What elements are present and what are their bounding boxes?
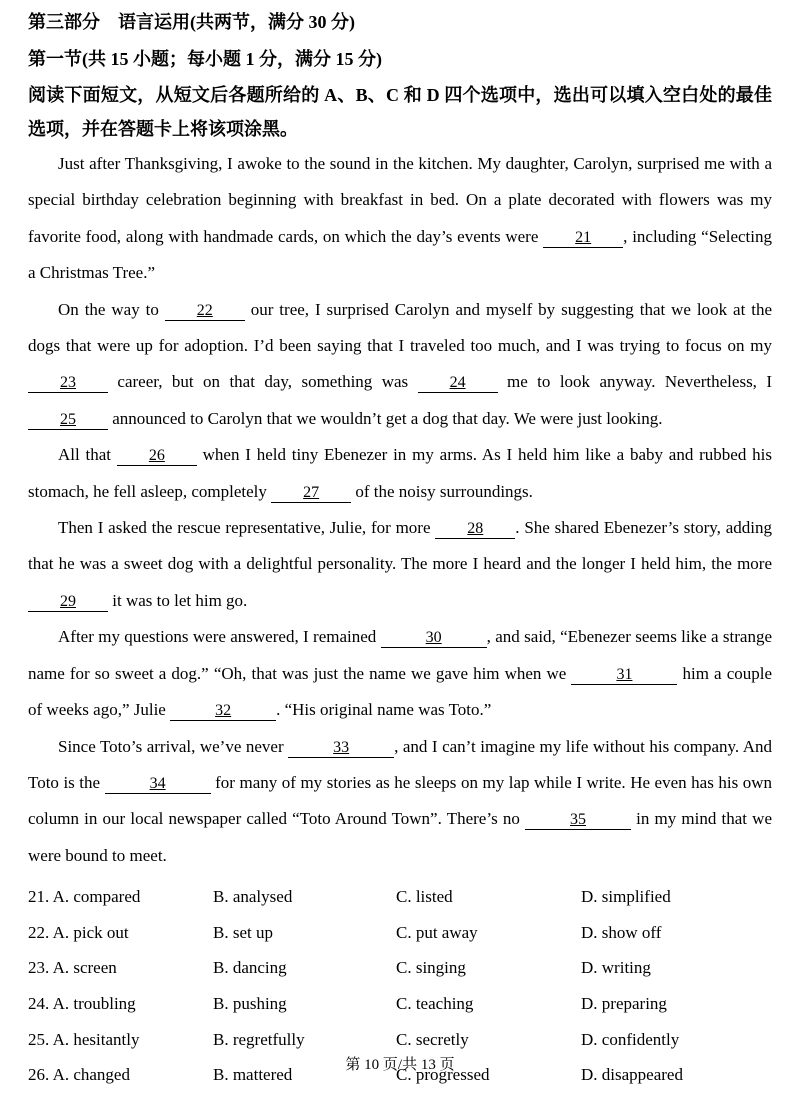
cloze-blank-22: 22: [165, 301, 245, 321]
passage-paragraph: [28, 146, 772, 292]
passage-text: . “His original name was Toto.”: [276, 700, 492, 720]
choice-text: A. screen: [52, 958, 117, 978]
choice-text: A. changed: [52, 1065, 130, 1085]
passage-text: for many of my stories as he sleeps on my lap while I write. He even has his own column in our local newspaper called “Toto Around Town”. There’s no: [28, 772, 772, 829]
choice-b: B. dancing: [213, 958, 287, 978]
question-number: 21.: [28, 887, 53, 907]
cloze-blank-28: 28: [435, 519, 515, 539]
cloze-blank-24: 24: [418, 373, 498, 393]
passage-text: Just after Thanksgiving, I awoke to the sound in the kitchen. My daughter, Carolyn, surprised me with a special birthday celebration beginning with breakfast in bed. On a plate decorated with flowers was my favorite food, along with handmade cards, on which the day’s events were: [28, 154, 772, 246]
passage-text: On the way to: [58, 299, 165, 319]
page-number: 第 10 页/共 13 页: [345, 1057, 455, 1073]
passage-text: , and I can’t imagine my life without his company. And Toto is the: [28, 736, 772, 792]
choice-d: D. writing: [581, 958, 651, 978]
instructions-text: 阅读下面短文，从短文后各题所给的 A、B、C 和 D 四个选项中，选出可以填入空白处的最佳选项，并在答题卡上将该项涂黑。: [28, 85, 772, 139]
passage-text: me to look anyway. Nevertheless, I: [497, 372, 773, 392]
option-row: [28, 879, 772, 915]
option-row: [28, 1022, 772, 1058]
choice-c: C. progressed: [396, 1065, 490, 1085]
choice-b: B. regretfully: [213, 1029, 305, 1049]
choice-a: [28, 879, 213, 915]
cloze-blank-31: 31: [571, 665, 677, 685]
passage-text: announced to Carolyn that we wouldn’t get a dog that day. We were just looking.: [108, 408, 663, 428]
question-number: 25.: [28, 1029, 53, 1049]
passage-text: when I held tiny Ebenezer in my arms. As I held him like a baby and rubbed his stomach, he fell asleep, completely: [28, 445, 772, 501]
passage-text: him a couple of weeks ago,” Julie: [28, 663, 773, 720]
choice-c: C. teaching: [396, 993, 474, 1013]
cloze-blank-26: 26: [117, 446, 197, 466]
choice-c: C. secretly: [396, 1029, 469, 1049]
passage-text: . She shared Ebenezer’s story, adding that he was a sweet dog with a delightful personality. The more I heard and the longer I held him, the more: [28, 518, 772, 574]
cloze-blank-25: 25: [28, 410, 108, 430]
question-number: 22.: [28, 922, 53, 942]
passage-text: All that: [58, 445, 117, 465]
option-row: [28, 986, 772, 1022]
passage-text: , including “Selecting a Christmas Tree.”: [28, 226, 772, 283]
choice-text: A. hesitantly: [52, 1029, 140, 1049]
passage-text: Since Toto’s arrival, we’ve never: [58, 736, 289, 756]
option-row: [28, 915, 772, 951]
choice-a: [28, 915, 213, 951]
cloze-blank-33: 33: [288, 738, 394, 758]
choice-d: D. disappeared: [581, 1065, 683, 1085]
cloze-passage: [28, 146, 772, 874]
passage-text: After my questions were answered, I remained: [58, 627, 381, 647]
choice-d: D. show off: [581, 922, 662, 942]
choice-d: D. preparing: [581, 993, 667, 1013]
passage-paragraph: [28, 292, 772, 438]
page-footer: [0, 1053, 800, 1074]
choice-d: D. confidently: [581, 1029, 680, 1049]
cloze-blank-29: 29: [28, 592, 108, 612]
passage-paragraph: [28, 510, 772, 619]
choice-a: [28, 1022, 213, 1058]
choice-text: A. compared: [52, 887, 141, 907]
cloze-blank-23: 23: [28, 373, 108, 393]
question-number: 26.: [28, 1065, 53, 1085]
cloze-blank-34: 34: [105, 774, 211, 794]
passage-text: of the noisy surroundings.: [351, 481, 533, 501]
question-number: 24.: [28, 993, 53, 1013]
choice-b: B. analysed: [213, 887, 293, 907]
choice-c: C. listed: [396, 887, 453, 907]
cloze-blank-21: 21: [543, 228, 623, 248]
choice-c: C. singing: [396, 958, 466, 978]
cloze-blank-32: 32: [170, 701, 276, 721]
cloze-blank-30: 30: [381, 628, 487, 648]
cloze-blank-27: 27: [271, 483, 351, 503]
passage-text: , and said, “Ebenezer seems like a strange name for so sweet a dog.” “Oh, that was just the name we gave him when we: [28, 627, 772, 683]
choice-a: [28, 986, 213, 1022]
passage-text: it was to let him go.: [108, 590, 248, 610]
choice-b: B. mattered: [213, 1065, 293, 1085]
cloze-blank-35: 35: [525, 810, 631, 830]
choice-text: A. pick out: [52, 922, 129, 942]
choice-d: D. simplified: [581, 887, 671, 907]
choice-b: B. set up: [213, 922, 273, 942]
passage-text: in my mind that we were bound to meet.: [28, 809, 772, 865]
passage-paragraph: [28, 619, 772, 728]
choice-a: [28, 950, 213, 986]
part-title: 第三部分 语言运用(共两节，满分 30 分): [28, 12, 355, 32]
choice-text: A. troubling: [52, 993, 136, 1013]
passage-text: Then I asked the rescue representative, Julie, for more: [58, 518, 436, 538]
section-title: 第一节(共 15 小题；每小题 1 分，满分 15 分): [28, 49, 382, 69]
passage-text: our tree, I surprised Carolyn and myself by suggesting that we look at the dogs that were up for adoption. I’d been saying that I traveled too much, and I was trying to focus on my: [28, 299, 773, 356]
passage-paragraph: [28, 437, 772, 510]
choice-b: B. pushing: [213, 993, 287, 1013]
option-row: [28, 950, 772, 986]
passage-text: career, but on that day, something was: [108, 372, 418, 392]
choice-c: C. put away: [396, 922, 478, 942]
question-number: 23.: [28, 958, 53, 978]
section-header: [28, 4, 772, 146]
passage-paragraph: [28, 729, 772, 875]
